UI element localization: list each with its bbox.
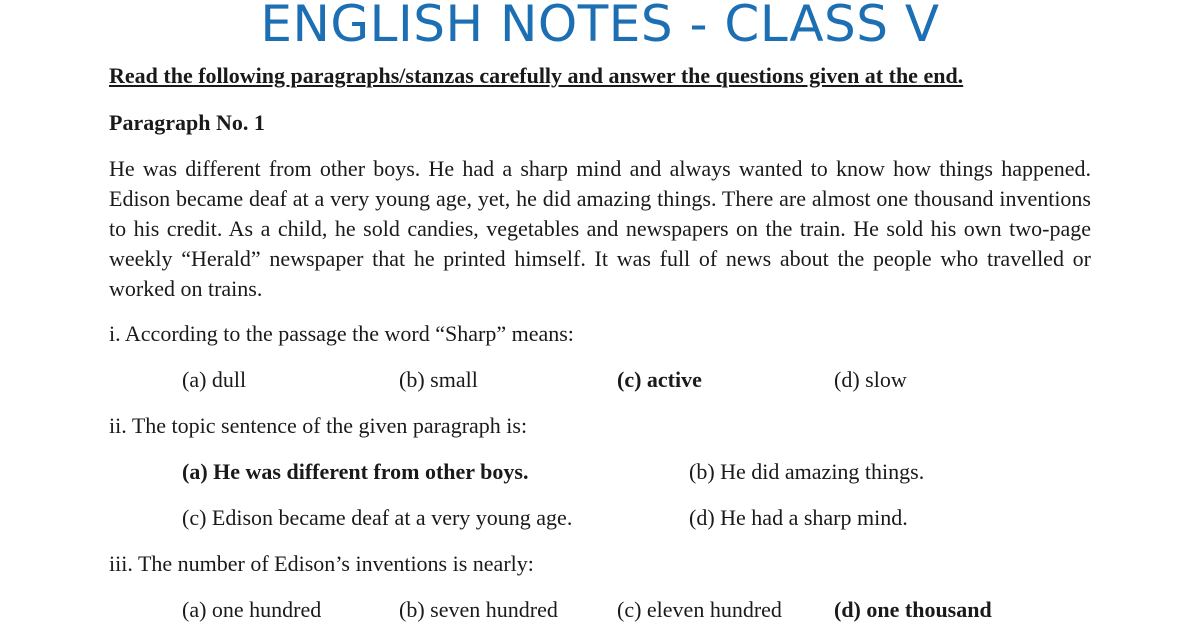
question-3: iii. The number of Edison’s inventions is nearly: — [109, 551, 534, 576]
q1-option-c: (c) active — [617, 367, 702, 392]
q3-option-d: (d) one thousand — [834, 597, 992, 622]
q2-option-b: (b) He did amazing things. — [689, 459, 925, 484]
instruction-text: Read the following paragraphs/stanzas carefully and answer the questions given at the end. — [109, 63, 964, 88]
paragraph-heading: Paragraph No. 1 — [109, 110, 265, 135]
question-1: i. According to the passage the word “Sharp” means: — [109, 321, 574, 346]
q2-option-a: (a) He was different from other boys. — [182, 459, 529, 484]
q3-option-b: (b) seven hundred — [399, 597, 558, 622]
page-title: ENGLISH NOTES - CLASS V — [260, 0, 940, 53]
q2-option-c: (c) Edison became deaf at a very young age. — [182, 505, 573, 530]
q1-option-b: (b) small — [399, 367, 478, 392]
question-2: ii. The topic sentence of the given paragraph is: — [109, 413, 528, 438]
q1-option-d: (d) slow — [834, 367, 907, 392]
q3-option-a: (a) one hundred — [182, 597, 322, 622]
q1-option-a: (a) dull — [182, 367, 247, 392]
q3-option-c: (c) eleven hundred — [617, 597, 782, 622]
q2-option-d: (d) He had a sharp mind. — [689, 505, 908, 530]
paragraph-body: He was different from other boys. He had a sharp mind and always wanted to know how things happened. Edison became deaf at a very young age, yet, he did amazing things. There are almost one thousand inventions to his credit. As a child, he sold candies, vegetables and newspapers on the train. He sold his own two-page weekly “Herald” newspaper that he printed himself. It was full of news about the people who travelled or worked on trains. — [109, 156, 1091, 301]
